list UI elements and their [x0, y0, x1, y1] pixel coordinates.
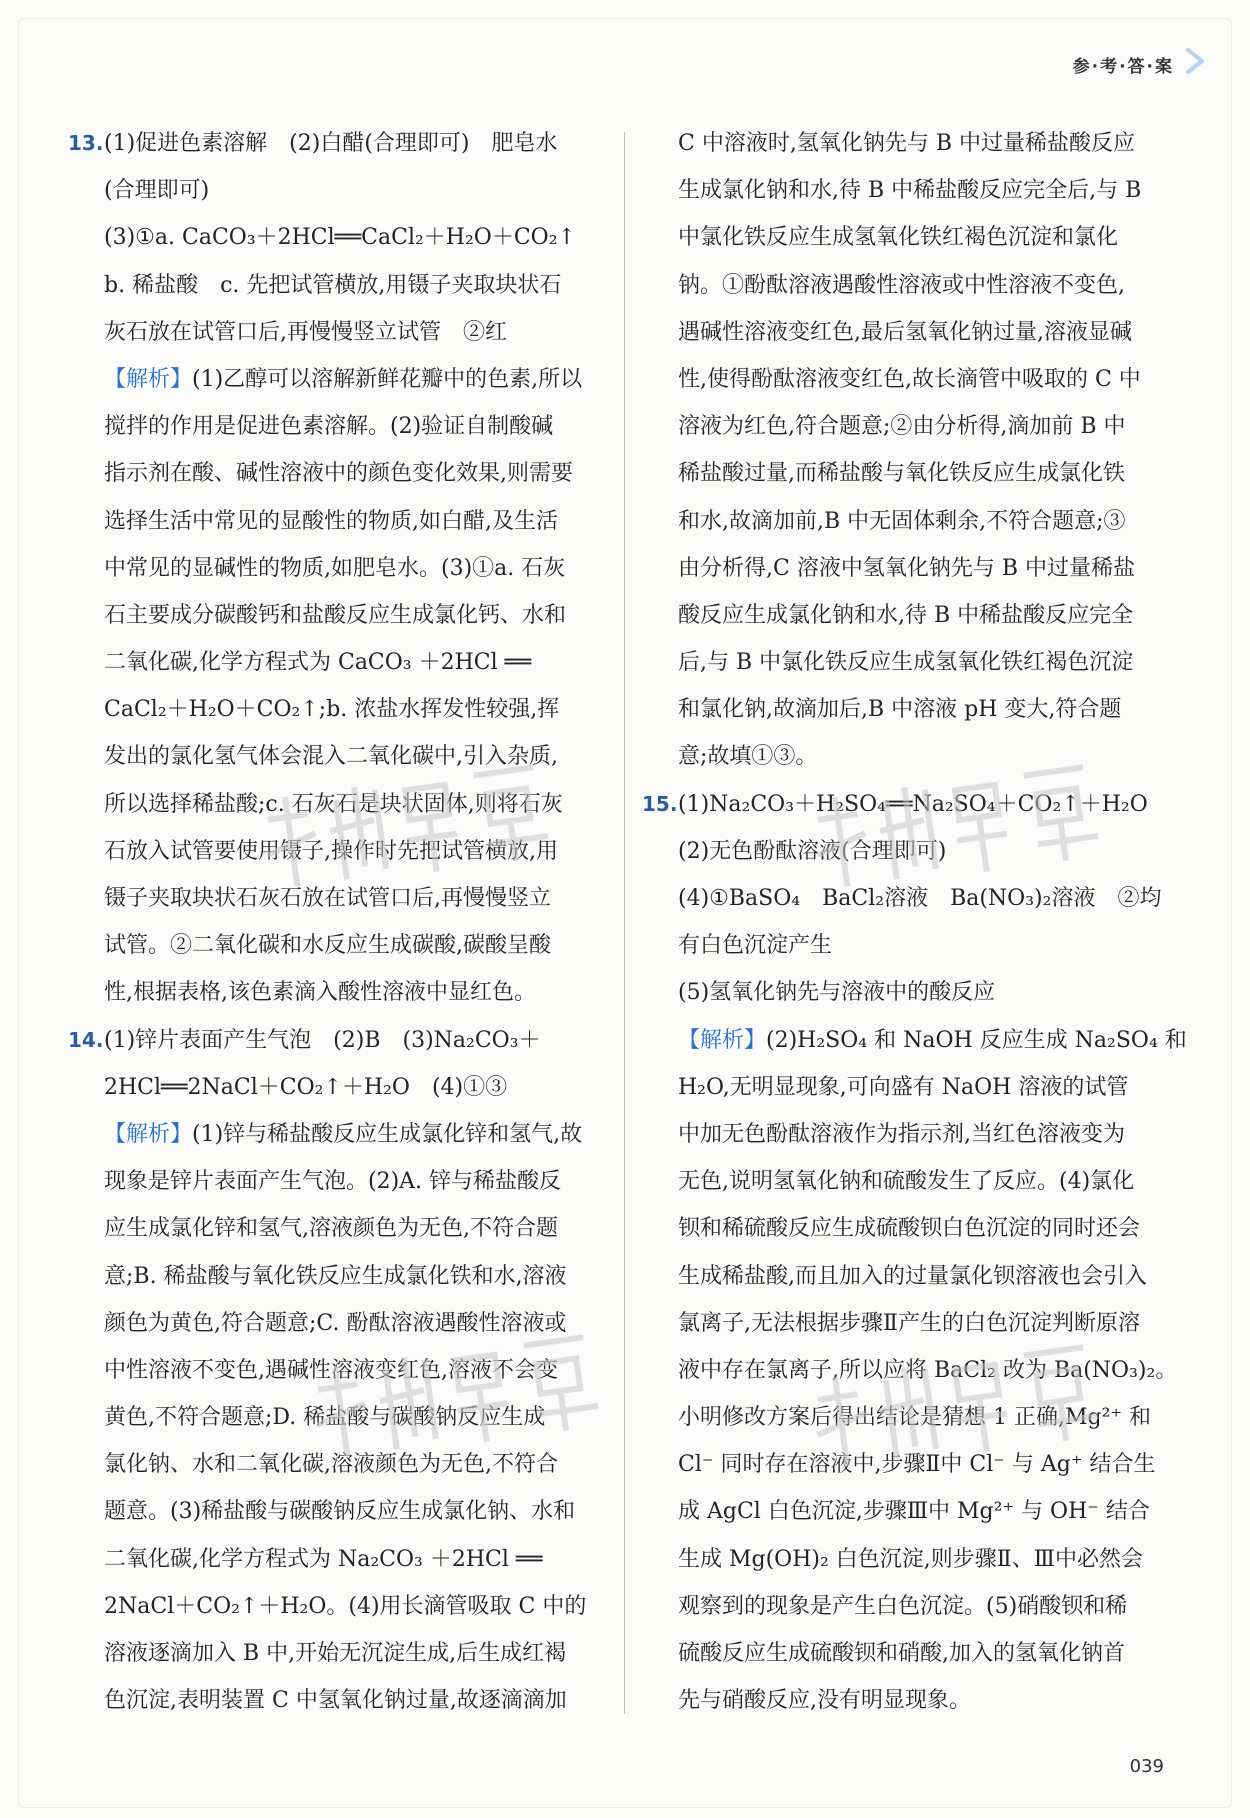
text-line [642, 781, 1168, 828]
text-line [104, 781, 601, 828]
text-line [678, 450, 1168, 497]
line-text: 中性溶液不变色,遇碱性溶液变红色,溶液不会变 [104, 1357, 558, 1383]
line-text: 应生成氯化锌和氢气,溶液颜色为无色,不符合题 [104, 1216, 558, 1242]
line-text: 石放入试管要使用镊子,操作时先把试管横放,用 [104, 838, 558, 864]
line-text: 遇碱性溶液变红色,最后氢氧化钠过量,溶液显碱 [678, 319, 1132, 345]
text-line [678, 1677, 1168, 1724]
text-line [678, 1017, 1187, 1064]
line-text: 中氯化铁反应生成氢氧化铁红褐色沉淀和氯化 [678, 225, 1119, 251]
line-text: 黄色,不符合题意;D. 稀盐酸与碳酸钠反应生成 [104, 1405, 546, 1431]
line-text: 生成氯化钠和水,待 B 中稀盐酸反应完全后,与 B [678, 178, 1142, 204]
text-line [678, 1536, 1168, 1583]
line-text: H₂O,无明显现象,可向盛有 NaOH 溶液的试管 [678, 1074, 1129, 1100]
text-line [104, 686, 601, 733]
line-text: 钡和稀硫酸反应生成硫酸钡白色沉淀的同时还会 [678, 1216, 1141, 1242]
page-header-title: 参·考·答·案 [1072, 57, 1174, 77]
line-text: (1)乙醇可以溶解新鲜花瓣中的色素,所以 [192, 366, 583, 392]
line-text: 镊子夹取块状石灰石放在试管口后,再慢慢竖立 [104, 886, 551, 911]
line-text: 性,根据表格,该色素滴入酸性溶液中显红色。 [104, 980, 536, 1006]
text-line [678, 356, 1168, 403]
text-line [678, 309, 1168, 356]
analysis-tag: 【解析】 [104, 366, 193, 392]
line-text: 由分析得,C 溶液中氢氧化钠先与 B 中过量稀盐 [678, 555, 1135, 581]
line-text: 发出的氯化氢气体会混入二氧化碳中,引入杂质, [104, 744, 558, 770]
line-text: (合理即可) [104, 178, 210, 204]
text-line [104, 214, 601, 261]
text-line [104, 969, 601, 1016]
text-line [678, 686, 1168, 733]
line-text: 先与硝酸反应,没有明显现象。 [678, 1688, 971, 1714]
text-line [104, 1111, 601, 1158]
text-line [104, 1064, 601, 1111]
text-line [104, 733, 601, 780]
text-line [104, 1253, 601, 1300]
text-line [104, 1488, 601, 1535]
line-text: 后,与 B 中氯化铁反应生成氢氧化铁红褐色沉淀 [678, 650, 1134, 676]
text-line [678, 1064, 1168, 1111]
text-line [104, 1300, 601, 1347]
text-line [678, 1630, 1168, 1677]
line-text: (1)Na₂CO₃＋H₂SO₄══Na₂SO₄＋CO₂↑＋H₂O [678, 791, 1148, 817]
text-line [678, 214, 1168, 261]
line-text: 意;故填①③。 [678, 744, 818, 770]
text-line [104, 356, 601, 403]
text-line [678, 1158, 1168, 1205]
line-text: (1)促进色素溶解 (2)白醋(合理即可) 肥皂水 [104, 131, 558, 156]
line-text: b. 稀盐酸 c. 先把试管横放,用镊子夹取块状石 [104, 272, 562, 298]
line-text: 无色,说明氢氧化钠和硫酸发生了反应。(4)氯化 [678, 1169, 1135, 1195]
text-line [104, 1158, 601, 1205]
line-text: 和水,故滴加前,B 中无固体剩余,不符合题意;③ [678, 508, 1126, 534]
question-number: 14. [68, 1027, 104, 1052]
text-line [678, 120, 1168, 167]
text-line [104, 828, 601, 875]
text-line [678, 167, 1168, 214]
line-text: 氯离子,无法根据步骤Ⅱ产生的白色沉淀判断原溶 [678, 1310, 1140, 1336]
text-line [678, 262, 1168, 309]
text-line [678, 1583, 1168, 1630]
question-number: 15. [642, 791, 678, 816]
line-text: 试管。②二氧化碳和水反应生成碳酸,碳酸呈酸 [104, 933, 551, 959]
text-line [104, 450, 601, 497]
line-text: 2NaCl＋CO₂↑＋H₂O。(4)用长滴管吸取 C 中的 [104, 1593, 587, 1619]
text-line [678, 1300, 1168, 1347]
text-line [104, 1536, 601, 1583]
text-line [678, 1205, 1168, 1252]
text-line [678, 639, 1168, 686]
text-line [678, 922, 1168, 969]
text-line [104, 922, 601, 969]
text-line [104, 545, 601, 592]
line-text: 中常见的显碱性的物质,如肥皂水。(3)①a. 石灰 [104, 555, 566, 581]
line-text: 搅拌的作用是促进色素溶解。(2)验证自制酸碱 [104, 414, 554, 440]
line-text: 现象是锌片表面产生气泡。(2)A. 锌与稀盐酸反 [104, 1169, 562, 1195]
line-text: 硫酸反应生成硫酸钡和硝酸,加入的氢氧化钠首 [678, 1641, 1125, 1666]
line-text: C 中溶液时,氢氧化钠先与 B 中过量稀盐酸反应 [678, 131, 1135, 156]
line-text: 溶液逐滴加入 B 中,开始无沉淀生成,后生成红褐 [104, 1641, 567, 1666]
text-line [678, 1394, 1168, 1441]
line-text: 所以选择稀盐酸;c. 石灰石是块状固体,则将石灰 [104, 791, 563, 817]
line-text: 选择生活中常见的显酸性的物质,如白醋,及生活 [104, 508, 558, 534]
line-text: 稀盐酸过量,而稀盐酸与氧化铁反应生成氯化铁 [678, 461, 1125, 487]
question-number: 13. [68, 131, 104, 155]
line-text: 颜色为黄色,符合题意;C. 酚酞溶液遇酸性溶液或 [104, 1310, 567, 1336]
text-line [104, 1205, 601, 1252]
line-text: 生成稀盐酸,而且加入的过量氯化钡溶液也会引入 [678, 1263, 1147, 1289]
text-line [104, 1394, 601, 1441]
line-text: 有白色沉淀产生 [678, 933, 833, 959]
line-text: Cl⁻ 同时存在溶液中,步骤Ⅱ中 Cl⁻ 与 Ag⁺ 结合生 [678, 1452, 1156, 1478]
text-line [104, 1630, 601, 1677]
text-line [678, 498, 1168, 545]
line-text: 二氧化碳,化学方程式为 CaCO₃ ＋2HCl ══ [104, 650, 532, 676]
text-line [104, 262, 601, 309]
text-line [678, 1347, 1178, 1394]
line-text: 酸反应生成氯化钠和水,待 B 中稀盐酸反应完全 [678, 602, 1134, 628]
line-text: 2HCl══2NaCl＋CO₂↑＋H₂O (4)①③ [104, 1074, 508, 1100]
line-text: (2)无色酚酞溶液(合理即可) [678, 838, 947, 864]
line-text: (2)H₂SO₄ 和 NaOH 反应生成 Na₂SO₄ 和 [766, 1027, 1187, 1053]
line-text: 溶液为红色,符合题意;②由分析得,滴加前 B 中 [678, 414, 1126, 440]
line-text: 成 AgCl 白色沉淀,步骤Ⅲ中 Mg²⁺ 与 OH⁻ 结合 [678, 1499, 1150, 1525]
line-text: 液中存在氯离子,所以应将 BaCl₂ 改为 Ba(NO₃)₂。 [678, 1357, 1178, 1383]
line-text: 钠。①酚酞溶液遇酸性溶液或中性溶液不变色, [678, 272, 1125, 298]
text-line [68, 120, 601, 167]
text-line [678, 403, 1168, 450]
text-line [678, 1111, 1168, 1158]
line-text: 石主要成分碳酸钙和盐酸反应生成氯化钙、水和 [104, 602, 567, 628]
text-line [678, 545, 1168, 592]
line-text: 小明修改方案后得出结论是猜想 1 正确,Mg²⁺ 和 [678, 1405, 1152, 1431]
line-text: 灰石放在试管口后,再慢慢竖立试管 ②红 [104, 319, 507, 345]
text-line [104, 403, 601, 450]
line-text: CaCl₂＋H₂O＋CO₂↑;b. 浓盐水挥发性较强,挥 [104, 697, 560, 723]
text-line [678, 592, 1168, 639]
line-text: 指示剂在酸、碱性溶液中的颜色变化效果,则需要 [104, 461, 573, 487]
line-text: 和氯化钠,故滴加后,B 中溶液 pH 变大,符合题 [678, 697, 1122, 723]
text-line [104, 639, 601, 686]
text-line [678, 875, 1168, 922]
line-text: (4)①BaSO₄ BaCl₂溶液 Ba(NO₃)₂溶液 ②均 [678, 886, 1162, 911]
text-line [678, 969, 1168, 1016]
line-text: (1)锌片表面产生气泡 (2)B (3)Na₂CO₃＋ [104, 1027, 541, 1053]
line-text: 中加无色酚酞溶液作为指示剂,当红色溶液变为 [678, 1121, 1125, 1147]
text-line [104, 167, 601, 214]
text-line [104, 1347, 601, 1394]
text-line [104, 1441, 601, 1488]
column-divider [624, 132, 625, 1714]
line-text: 生成 Mg(OH)₂ 白色沉淀,则步骤Ⅱ、Ⅲ中必然会 [678, 1546, 1143, 1572]
text-line [104, 1583, 601, 1630]
line-text: 题意。(3)稀盐酸与碳酸钠反应生成氯化钠、水和 [104, 1499, 576, 1525]
left-column [68, 120, 601, 1724]
line-text: (1)锌与稀盐酸反应生成氯化锌和氢气,故 [192, 1121, 583, 1147]
analysis-tag: 【解析】 [104, 1121, 193, 1147]
text-line [678, 733, 1168, 780]
line-text: 二氧化碳,化学方程式为 Na₂CO₃ ＋2HCl ══ [104, 1546, 543, 1572]
line-text: 意;B. 稀盐酸与氧化铁反应生成氯化铁和水,溶液 [104, 1263, 567, 1289]
text-line [104, 498, 601, 545]
text-line [678, 828, 1168, 875]
line-text: (3)①a. CaCO₃＋2HCl══CaCl₂＋H₂O＋CO₂↑ [104, 225, 576, 251]
line-text: 色沉淀,表明装置 C 中氢氧化钠过量,故逐滴滴加 [104, 1688, 567, 1714]
text-line [678, 1488, 1168, 1535]
text-line [104, 1677, 601, 1724]
text-line [104, 875, 601, 922]
text-line [68, 1017, 601, 1064]
line-text: 观察到的现象是产生白色沉淀。(5)硝酸钡和稀 [678, 1593, 1128, 1619]
page-number: 039 [1129, 1756, 1164, 1777]
right-column [642, 120, 1187, 1724]
line-text: (5)氢氧化钠先与溶液中的酸反应 [678, 980, 996, 1006]
text-line [678, 1253, 1168, 1300]
line-text: 氯化钠、水和二氧化碳,溶液颜色为无色,不符合 [104, 1452, 558, 1478]
analysis-tag: 【解析】 [678, 1027, 767, 1053]
text-line [678, 1441, 1168, 1488]
text-line [104, 592, 601, 639]
text-line [104, 309, 601, 356]
chevron-right-icon [1180, 46, 1210, 76]
line-text: 性,使得酚酞溶液变红色,故长滴管中吸取的 C 中 [678, 366, 1141, 392]
